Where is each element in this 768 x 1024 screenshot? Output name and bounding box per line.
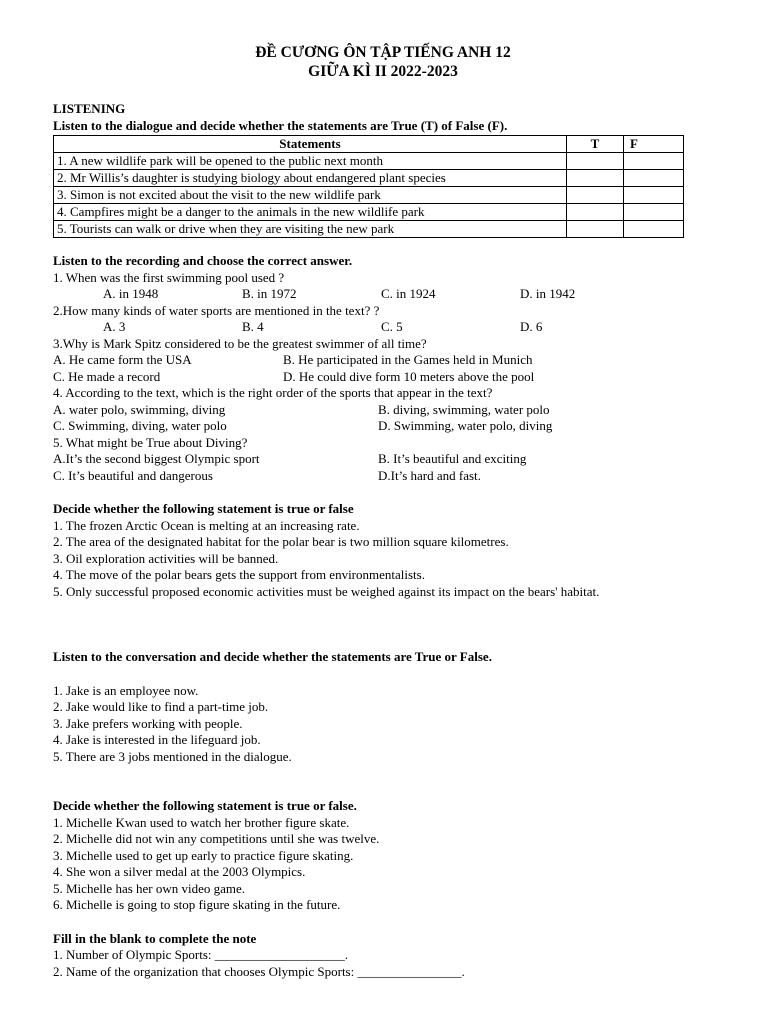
question-2-options bbox=[53, 319, 713, 336]
question-2: 2.How many kinds of water sports are mentioned in the text? ? bbox=[53, 302, 380, 318]
question-4-options-row1 bbox=[53, 402, 713, 419]
statement-cell: 5. Tourists can walk or drive when they are visiting the new park bbox=[54, 221, 567, 238]
statement-cell: 3. Simon is not excited about the visit to the new wildlife park bbox=[54, 187, 567, 204]
fill-blank-item: 1. Number of Olympic Sports: ____________________. bbox=[53, 947, 349, 962]
list-item: 5. Only successful proposed economic activities must be weighed against its impact on the bears' habitat. bbox=[53, 583, 600, 599]
list-item: 6. Michelle is going to stop figure skating in the future. bbox=[53, 897, 341, 912]
question-4-options-row2 bbox=[53, 418, 713, 435]
option-b: B. diving, swimming, water polo bbox=[378, 401, 550, 417]
table-row bbox=[54, 204, 684, 221]
false-cell[interactable] bbox=[624, 187, 684, 204]
header-true: T bbox=[567, 136, 624, 153]
false-cell[interactable] bbox=[624, 153, 684, 170]
option-b: B. 4 bbox=[242, 319, 264, 334]
table-row bbox=[54, 221, 684, 238]
part4-instruction: Listen to the conversation and decide whether the statements are True or False. bbox=[53, 649, 492, 664]
option-d: D. in 1942 bbox=[520, 286, 576, 301]
true-cell[interactable] bbox=[567, 170, 624, 187]
question-5-options-row2 bbox=[53, 468, 713, 485]
part2-instruction: Listen to the recording and choose the correct answer. bbox=[53, 253, 353, 268]
list-item: 2. The area of the designated habitat for the polar bear is two million square kilometres. bbox=[53, 534, 509, 549]
option-a: A.It’s the second biggest Olympic sport bbox=[53, 451, 260, 466]
false-cell[interactable] bbox=[624, 170, 684, 187]
option-a: A. He came form the USA bbox=[53, 352, 192, 367]
option-d: D. He could dive form 10 meters above the pool bbox=[283, 368, 535, 384]
list-item: 1. Jake is an employee now. bbox=[53, 682, 199, 698]
document-subtitle: GIỮA KÌ II 2022-2023 bbox=[308, 63, 458, 80]
option-b: B. in 1972 bbox=[242, 286, 297, 301]
list-item: 1. Michelle Kwan used to watch her brother figure skate. bbox=[53, 814, 350, 830]
option-c: C. Swimming, diving, water polo bbox=[53, 418, 227, 433]
list-item: 4. She won a silver medal at the 2003 Olympics. bbox=[53, 864, 306, 879]
part5-instruction: Decide whether the following statement is true or false. bbox=[53, 798, 357, 813]
question-5-options-row1 bbox=[53, 451, 713, 468]
true-cell[interactable] bbox=[567, 204, 624, 221]
option-b: B. It’s beautiful and exciting bbox=[378, 451, 527, 466]
question-3: 3.Why is Mark Spitz considered to be the greatest swimmer of all time? bbox=[53, 335, 427, 351]
list-item: 2. Michelle did not win any competitions until she was twelve. bbox=[53, 831, 380, 846]
option-d: D. Swimming, water polo, diving bbox=[378, 418, 553, 433]
document-title: ĐỀ CƯƠNG ÔN TẬP TIẾNG ANH 12 bbox=[255, 44, 511, 61]
list-item: 3. Michelle used to get up early to practice figure skating. bbox=[53, 847, 354, 863]
document-page bbox=[53, 0, 713, 980]
option-a: A. in 1948 bbox=[103, 286, 159, 301]
option-d: D. 6 bbox=[520, 319, 543, 334]
list-item: 1. The frozen Arctic Ocean is melting at an increasing rate. bbox=[53, 517, 360, 533]
list-item: 5. Michelle has her own video game. bbox=[53, 880, 246, 896]
list-item: 3. Oil exploration activities will be banned. bbox=[53, 550, 279, 566]
option-c: C. in 1924 bbox=[381, 286, 436, 301]
option-c: C. It’s beautiful and dangerous bbox=[53, 467, 213, 483]
table-row bbox=[54, 187, 684, 204]
question-3-options-row2 bbox=[53, 369, 713, 386]
header-statements: Statements bbox=[54, 136, 567, 153]
option-b: B. He participated in the Games held in Munich bbox=[283, 352, 533, 367]
true-cell[interactable] bbox=[567, 153, 624, 170]
table-row bbox=[54, 153, 684, 170]
option-c: C. He made a record bbox=[53, 368, 161, 384]
question-1: 1. When was the first swimming pool used ? bbox=[53, 269, 285, 285]
list-item: 4. Jake is interested in the lifeguard job. bbox=[53, 732, 261, 747]
header-false: F bbox=[624, 136, 684, 153]
option-a: A. water polo, swimming, diving bbox=[53, 401, 226, 417]
list-item: 2. Jake would like to find a part-time job. bbox=[53, 699, 269, 714]
question-5: 5. What might be True about Diving? bbox=[53, 434, 248, 450]
part6-instruction: Fill in the blank to complete the note bbox=[53, 930, 257, 946]
part3-instruction: Decide whether the following statement is true or false bbox=[53, 501, 354, 516]
list-item: 3. Jake prefers working with people. bbox=[53, 715, 243, 731]
fill-blank-item: 2. Name of the organization that chooses Olympic Sports: ________________. bbox=[53, 963, 465, 979]
statement-cell: 4. Campfires might be a danger to the animals in the new wildlife park bbox=[54, 204, 567, 221]
list-item: 4. The move of the polar bears gets the support from environmentalists. bbox=[53, 567, 425, 582]
false-cell[interactable] bbox=[624, 204, 684, 221]
statement-cell: 1. A new wildlife park will be opened to the public next month bbox=[54, 153, 567, 170]
question-1-options bbox=[53, 286, 713, 303]
true-cell[interactable] bbox=[567, 221, 624, 238]
true-cell[interactable] bbox=[567, 187, 624, 204]
table-header-row bbox=[54, 136, 684, 153]
section-heading-listening: LISTENING bbox=[53, 101, 126, 116]
question-3-options-row1 bbox=[53, 352, 713, 369]
option-c: C. 5 bbox=[381, 319, 403, 334]
statement-cell: 2. Mr Willis’s daughter is studying biology about endangered plant species bbox=[54, 170, 567, 187]
list-item: 5. There are 3 jobs mentioned in the dialogue. bbox=[53, 748, 292, 764]
statements-table bbox=[53, 135, 684, 238]
option-d: D.It’s hard and fast. bbox=[378, 467, 481, 483]
option-a: A. 3 bbox=[103, 319, 126, 334]
part1-instruction: Listen to the dialogue and decide whether the statements are True (T) of False (F). bbox=[53, 117, 508, 133]
question-4: 4. According to the text, which is the right order of the sports that appear in the text? bbox=[53, 385, 493, 400]
false-cell[interactable] bbox=[624, 221, 684, 238]
table-row bbox=[54, 170, 684, 187]
